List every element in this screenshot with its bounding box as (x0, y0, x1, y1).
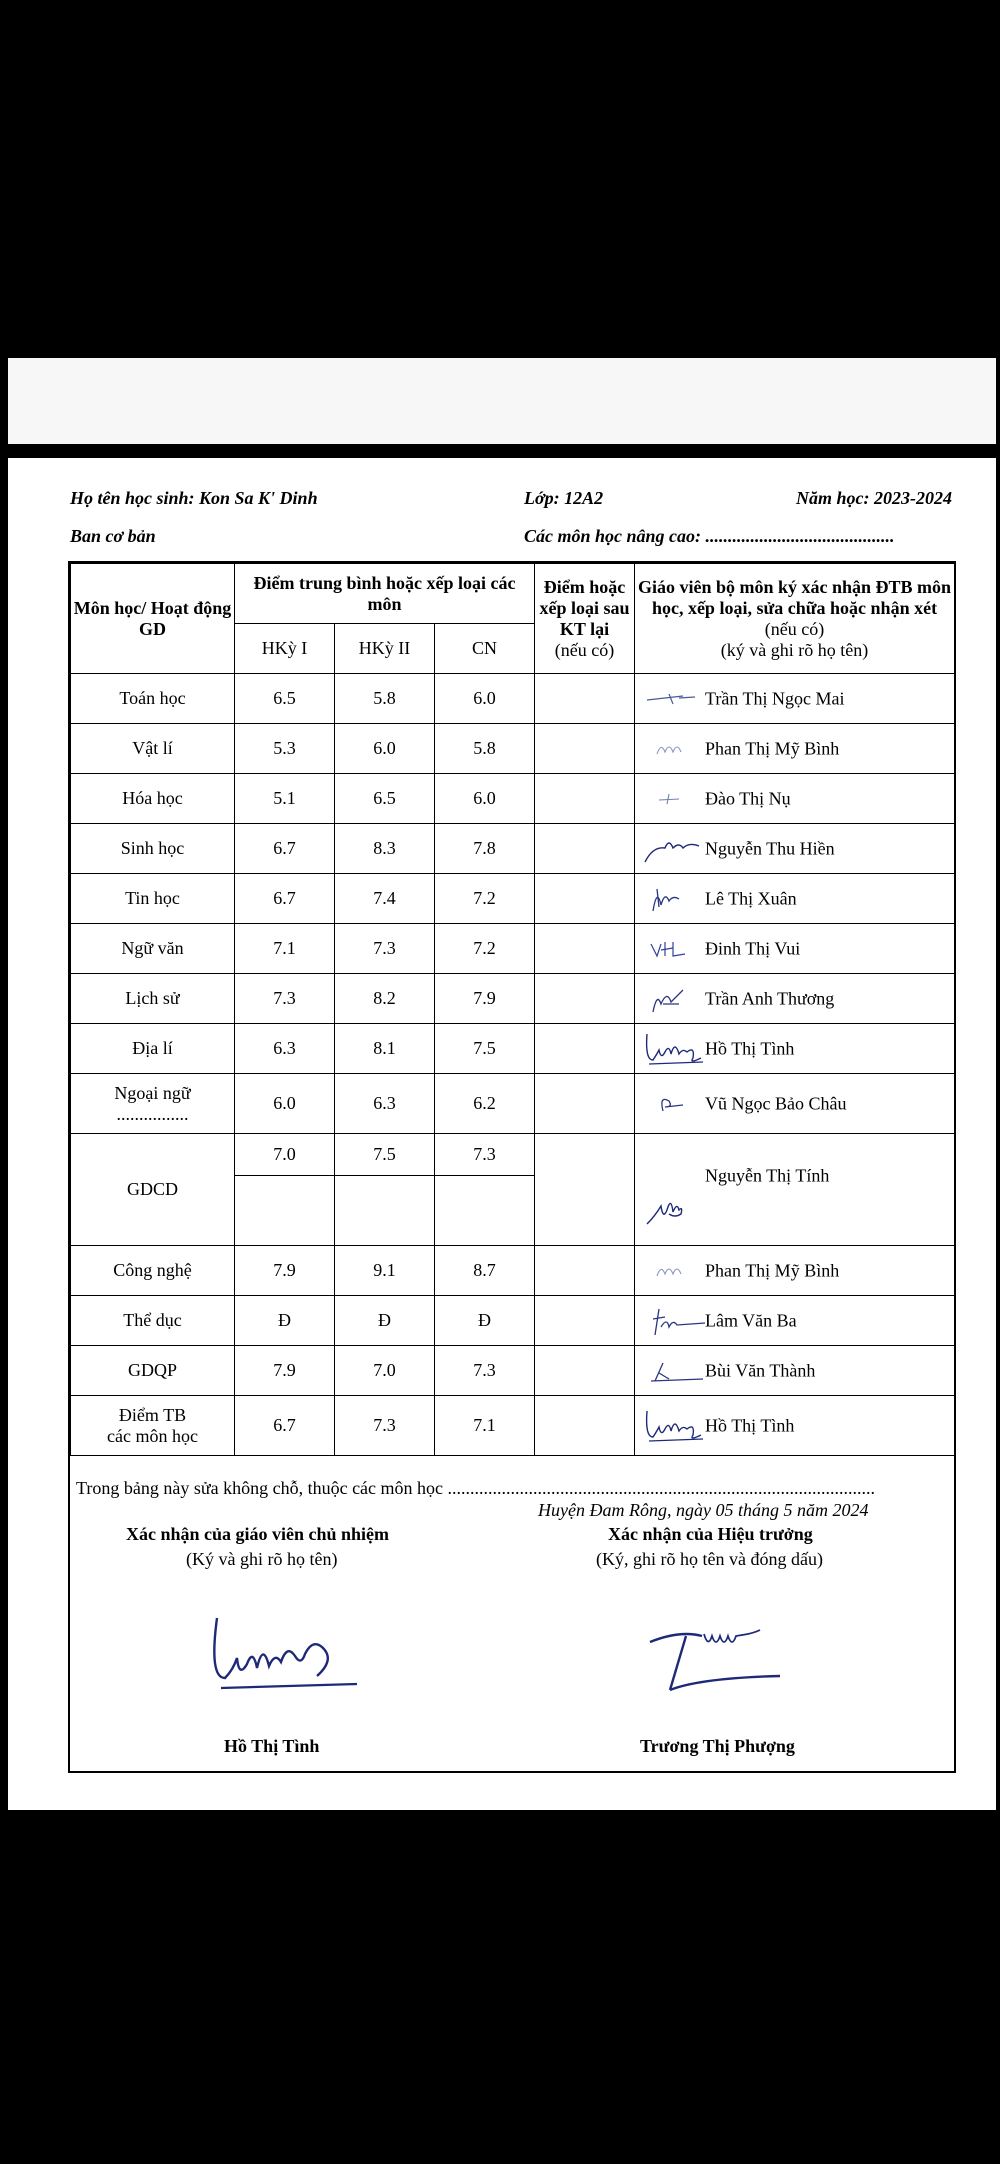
retest-cell (535, 1346, 635, 1396)
cn-cell: 6.2 (435, 1074, 535, 1134)
subject-cell: Công nghệ (71, 1246, 235, 1296)
track-label: Ban cơ bản (70, 526, 156, 546)
teacher-name: Phan Thị Mỹ Bình (705, 1260, 840, 1280)
retest-cell (535, 724, 635, 774)
hk2-cell: 8.3 (335, 824, 435, 874)
signature-icon (643, 1407, 705, 1445)
place-date: Huyện Đam Rông, ngày 05 tháng 5 năm 2024 (538, 1500, 869, 1520)
hk1-cell: 6.3 (235, 1024, 335, 1074)
hk2-cell-empty (335, 1176, 435, 1246)
retest-cell (535, 774, 635, 824)
retest-cell (535, 1396, 635, 1456)
retest-cell (535, 924, 635, 974)
principal-confirm-sub: (Ký, ghi rõ họ tên và đóng dấu) (596, 1549, 823, 1569)
cn-cell: 7.1 (435, 1396, 535, 1456)
teacher-cell (635, 874, 955, 924)
cn-cell: 7.2 (435, 924, 535, 974)
hk2-cell: 7.0 (335, 1346, 435, 1396)
hk1-cell: 5.3 (235, 724, 335, 774)
col-subject: Môn học/ Hoạt động GD (71, 564, 235, 674)
teacher-name: Vũ Ngọc Bảo Châu (705, 1093, 847, 1113)
col-retest-title: Điểm hoặc xếp loại sau KT lại (539, 576, 630, 639)
cn-cell: 7.5 (435, 1024, 535, 1074)
hk2-cell: Đ (335, 1296, 435, 1346)
homeroom-confirm-sub: (Ký và ghi rõ họ tên) (186, 1549, 338, 1569)
subject-cell (71, 1396, 235, 1456)
hk1-cell: 6.5 (235, 674, 335, 724)
teacher-cell (635, 1024, 955, 1074)
hk2-cell: 6.5 (335, 774, 435, 824)
cn-cell: Đ (435, 1296, 535, 1346)
subject-cell: Tin học (71, 874, 235, 924)
principal-confirm-title: Xác nhận của Hiệu trưởng (608, 1524, 813, 1544)
signature-icon (643, 982, 699, 1016)
retest-cell (535, 1246, 635, 1296)
subject-cell: Hóa học (71, 774, 235, 824)
teacher-cell (635, 1246, 955, 1296)
table-row (71, 1134, 955, 1176)
hk2-cell: 8.2 (335, 974, 435, 1024)
hk1-cell: 5.1 (235, 774, 335, 824)
hk2-cell: 7.4 (335, 874, 435, 924)
teacher-name: Đào Thị Nụ (705, 788, 791, 808)
signature-icon (643, 1030, 705, 1068)
signature-icon (643, 1303, 707, 1339)
cn-cell: 7.9 (435, 974, 535, 1024)
subject-cell: Lịch sử (71, 974, 235, 1024)
cn-cell-empty (435, 1176, 535, 1246)
col-teacher-title: Giáo viên bộ môn ký xác nhận ĐTB môn học, xếp loại, sửa chữa hoặc nhận xét (637, 576, 952, 618)
hk1-cell: 7.0 (235, 1134, 335, 1176)
signature-icon (643, 1089, 699, 1119)
signature-icon (643, 734, 699, 764)
class-label: Lớp: 12A2 (524, 488, 604, 508)
hk1-cell: 7.3 (235, 974, 335, 1024)
student-name: Họ tên học sinh: Kon Sa K' Dinh (70, 488, 318, 508)
grades-table (70, 563, 955, 1456)
table-row (71, 924, 955, 974)
table-row (71, 1396, 955, 1456)
page-strip-top (8, 358, 996, 444)
cn-cell: 7.3 (435, 1346, 535, 1396)
teacher-name: Lê Thị Xuân (705, 888, 797, 908)
subject-cell: Địa lí (71, 1024, 235, 1074)
teacher-name: Bùi Văn Thành (705, 1360, 816, 1380)
col-cn: CN (435, 624, 535, 674)
col-teacher-note1: (nếu có) (764, 618, 825, 639)
teacher-name: Phan Thị Mỹ Bình (705, 738, 840, 758)
homeroom-confirm-title: Xác nhận của giáo viên chủ nhiệm (126, 1524, 390, 1544)
table-row (71, 1296, 955, 1346)
teacher-name: Nguyễn Thị Tính (705, 1165, 830, 1186)
teacher-name: Hồ Thị Tình (705, 1415, 795, 1435)
principal-signature-icon (640, 1618, 790, 1698)
teacher-cell (635, 1074, 955, 1134)
retest-cell (535, 1296, 635, 1346)
hk2-cell: 6.3 (335, 1074, 435, 1134)
cn-cell: 7.2 (435, 874, 535, 924)
retest-cell (535, 1024, 635, 1074)
teacher-cell (635, 1134, 955, 1246)
teacher-name: Trần Anh Thương (705, 988, 835, 1008)
cn-cell: 8.7 (435, 1246, 535, 1296)
table-row (71, 1024, 955, 1074)
hk1-cell: 7.9 (235, 1346, 335, 1396)
table-row (71, 1346, 955, 1396)
subject-cell: Ngữ văn (71, 924, 235, 974)
teacher-name: Lâm Văn Ba (705, 1310, 797, 1330)
retest-cell (535, 824, 635, 874)
hk1-cell: 6.7 (235, 874, 335, 924)
cn-cell: 6.0 (435, 674, 535, 724)
subject-cell: Thể dục (71, 1296, 235, 1346)
hk1-cell: 6.7 (235, 1396, 335, 1456)
principal-name: Trương Thị Phượng (640, 1736, 795, 1756)
subject-cell: GDCD (71, 1134, 235, 1246)
subject-label-line2: các môn học (107, 1425, 198, 1446)
correction-note: Trong bảng này sửa không chỗ, thuộc các môn học ............................................................................................... (76, 1478, 876, 1498)
table-row (71, 974, 955, 1024)
teacher-cell (635, 724, 955, 774)
table-row (71, 1074, 955, 1134)
hk1-cell: 6.0 (235, 1074, 335, 1134)
teacher-cell (635, 1396, 955, 1456)
teacher-name: Nguyễn Thu Hiền (705, 838, 835, 858)
signature-icon (643, 1190, 699, 1228)
hk1-cell: 7.1 (235, 924, 335, 974)
signature-icon (643, 684, 699, 714)
hk2-cell: 9.1 (335, 1246, 435, 1296)
homeroom-teacher-name: Hồ Thị Tình (224, 1736, 320, 1756)
signature-icon (643, 832, 703, 866)
hk1-cell: 6.7 (235, 824, 335, 874)
col-hk1: HKỳ I (235, 624, 335, 674)
subject-cell (71, 1074, 235, 1134)
subject-label: Điểm TB (118, 1404, 187, 1425)
teacher-name: Đinh Thị Vui (705, 938, 801, 958)
teacher-cell (635, 1296, 955, 1346)
hk2-cell: 8.1 (335, 1024, 435, 1074)
table-row (71, 1246, 955, 1296)
retest-cell (535, 1074, 635, 1134)
subject-dots: ................ (116, 1103, 189, 1124)
homeroom-signature-icon (205, 1608, 365, 1698)
subject-cell: Sinh học (71, 824, 235, 874)
subject-cell: Vật lí (71, 724, 235, 774)
signature-icon (643, 934, 703, 964)
retest-cell (535, 974, 635, 1024)
table-row (71, 674, 955, 724)
table-row (71, 874, 955, 924)
teacher-name: Trần Thị Ngọc Mai (705, 688, 845, 708)
teacher-cell (635, 974, 955, 1024)
hk1-cell-empty (235, 1176, 335, 1246)
teacher-cell (635, 1346, 955, 1396)
col-hk2: HKỳ II (335, 624, 435, 674)
col-teacher (635, 564, 955, 674)
cn-cell: 7.8 (435, 824, 535, 874)
col-teacher-note2: (ký và ghi rõ họ tên) (720, 639, 869, 660)
signature-icon (643, 1355, 705, 1387)
school-year: Năm học: 2023-2024 (796, 488, 952, 508)
cn-cell: 7.3 (435, 1134, 535, 1176)
col-average: Điểm trung bình hoặc xếp loại các môn (235, 564, 535, 624)
teacher-cell (635, 774, 955, 824)
hk2-cell: 7.3 (335, 924, 435, 974)
teacher-cell (635, 924, 955, 974)
signature-icon (643, 1256, 699, 1286)
signature-icon (643, 881, 699, 917)
subject-cell: Toán học (71, 674, 235, 724)
hk2-cell: 5.8 (335, 674, 435, 724)
table-row (71, 724, 955, 774)
advanced-subjects: Các môn học nâng cao: .......................................... (524, 526, 895, 546)
signature-icon (643, 784, 699, 814)
teacher-cell (635, 674, 955, 724)
hk1-cell: 7.9 (235, 1246, 335, 1296)
hk1-cell: Đ (235, 1296, 335, 1346)
retest-cell (535, 674, 635, 724)
subject-label: Ngoại ngữ (114, 1082, 191, 1103)
subject-cell: GDQP (71, 1346, 235, 1396)
retest-cell (535, 874, 635, 924)
retest-cell (535, 1134, 635, 1246)
table-row (71, 774, 955, 824)
table-row (71, 824, 955, 874)
cn-cell: 6.0 (435, 774, 535, 824)
col-retest (535, 564, 635, 674)
hk2-cell: 7.3 (335, 1396, 435, 1456)
cn-cell: 5.8 (435, 724, 535, 774)
col-retest-note: (nếu có) (554, 639, 615, 660)
hk2-cell: 7.5 (335, 1134, 435, 1176)
teacher-name: Hồ Thị Tình (705, 1038, 795, 1058)
teacher-cell (635, 824, 955, 874)
hk2-cell: 6.0 (335, 724, 435, 774)
